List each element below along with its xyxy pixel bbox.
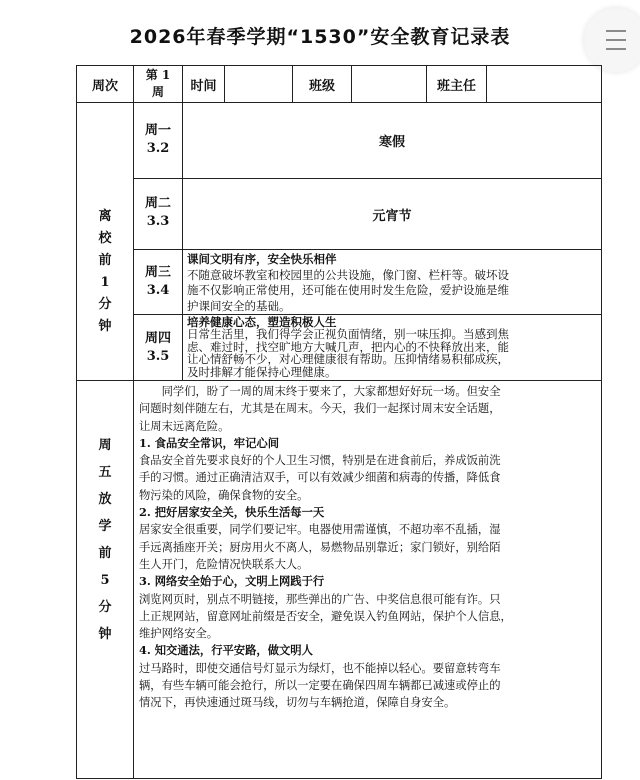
heading-thu: 培养健康心态，塑造积极人生 [187, 315, 337, 329]
content-friday: 同学们，盼了一周的周末终于要来了，大家都想好好玩一场。但安全 问题时刻伴随左右，尤其是在周末。今天，我们一起探讨周末安全话题， 让周末远离危险。 1. 食品安全常识，牢记心间 食品安全首先要求良好的个人卫生习惯，特别是在进食前后，养成饭前洗 手的习惯。通过正确清洁双手，可以有效减少细菌和病毒的传播，降低食 物污染的风险，确保食物的安全。 2. 把好居家安全关，快乐生活每一天 居家安全很重要，同学们要记牢。电器使用需谨慎，不超功率不乱插，湿 手远离插座开关；厨房用火不离人，易燃物品别靠近；家门锁好，别给陌 生人开门，危险情况快联系大人。 3. 网络安全始于心，文明上网践于行 浏览网页时，别点不明链接，那些弹出的广告、中奖信息很可能有诈。只 上正规网站，留意网址前缀是否安全，避免误入钓鱼网站，保护个人信息， 维护网络安全。 4. 知交通法，行平安路，做文明人 过马路时，即使交通信号灯显示为绿灯，也不能掉以轻心。要留意转弯车 辆，有些车辆可能会抢行，所以一定要在确保四周车辆都已减速或停止的 情况下，再快速通过斑马线，切勿与车辆抢道，保障自身安全。 [134, 382, 601, 778]
class-label: 班级 [308, 78, 335, 94]
note-mon: 寒假 [378, 135, 405, 150]
topic-network-heading: 3. 网络安全始于心，文明上网践于行 [139, 574, 325, 589]
teacher-field[interactable] [487, 66, 601, 102]
week-label: 周次 [91, 78, 118, 94]
time-field[interactable] [225, 66, 292, 102]
section2-label: 周 五 放 学 前 5 分 钟 [98, 438, 112, 642]
day-cell-mon: 周一 3.2 [144, 123, 171, 156]
topic-traffic-heading: 4. 知交通法，行平安路，做文明人 [139, 643, 313, 658]
day-cell-tue: 周二 3.3 [144, 196, 171, 229]
content-thu: 培养健康心态，塑造积极人生 日常生活里，我们得学会正视负面情绪，别一味压抑。当感到焦 虑、难过时，找空旷地方大喊几声，把内心的不快释放出来，能 让心情舒畅不少，对心理健康很有帮助。压抑情绪易积郁成疾， 及时排解才能保持心理健康。 [183, 315, 601, 380]
teacher-label: 班主任 [436, 78, 476, 94]
day-cell-thu: 周四 3.5 [144, 331, 171, 364]
heading-wed: 课间文明有序，安全快乐相伴 [187, 252, 337, 266]
time-label: 时间 [190, 78, 217, 94]
topic-food-heading: 1. 食品安全常识，牢记心间 [139, 435, 279, 450]
week-value: 第 1 周 [145, 68, 171, 99]
class-field[interactable] [352, 66, 426, 102]
day-cell-wed: 周三 3.4 [144, 265, 171, 298]
menu-icon [606, 30, 626, 32]
topic-home-heading: 2. 把好居家安全关，快乐生活每一天 [139, 505, 325, 520]
menu-button[interactable] [584, 8, 640, 72]
content-wed: 课间文明有序，安全快乐相伴 不随意破坏教室和校园里的公共设施，像门窗、栏杆等。破坏设 施不仅影响正常使用，还可能在使用时发生危险，爱护设施是维 护课间安全的基础。 [183, 250, 601, 314]
intro-paragraph: 同学们，盼了一周的周末终于要来了，大家都想好好玩一场。但安全 [161, 385, 501, 398]
note-tue: 元宵节 [372, 208, 412, 224]
section1-label: 离 校 前 1 分 钟 [98, 209, 112, 334]
page-title: 2026年春季学期“1530”安全教育记录表 [129, 26, 511, 48]
